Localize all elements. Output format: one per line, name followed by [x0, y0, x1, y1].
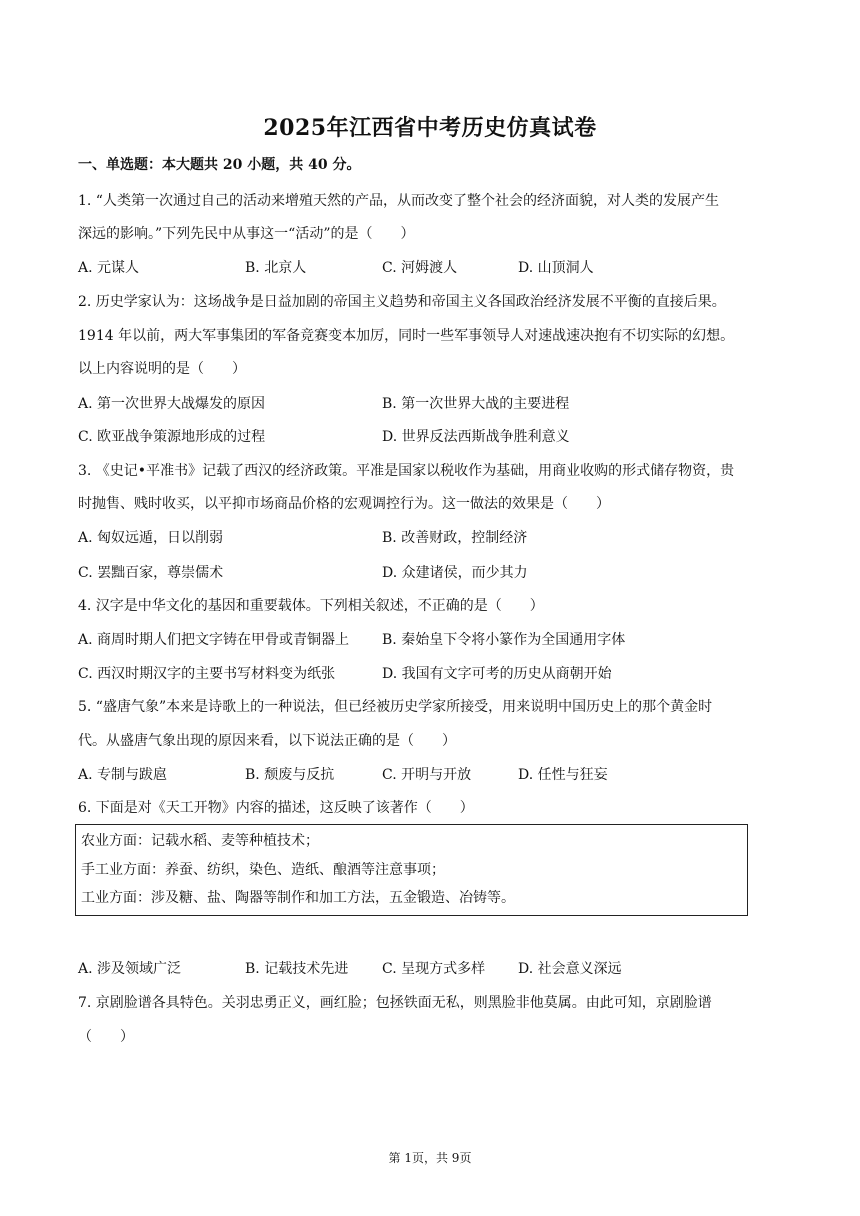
question-7-line-2: （ ）	[78, 1029, 134, 1045]
question-1-option-c: C. 河姆渡人	[382, 260, 458, 276]
material-line-agriculture: 农业方面：记载水稻、麦等种植技术；	[81, 833, 319, 849]
question-5-option-b: B. 颓废与反抗	[245, 767, 335, 783]
question-6-option-b: B. 记载技术先进	[245, 961, 349, 977]
page-title: 2025年江西省中考历史仿真试卷	[263, 115, 597, 141]
question-4-option-a: A. 商周时期人们把文字铸在甲骨或青铜器上	[78, 632, 350, 648]
question-1-line-2: 深远的影响。”下列先民中从事这一“活动”的是（ ）	[78, 226, 415, 242]
question-1-option-a: A. 元谋人	[78, 260, 140, 276]
question-2-option-b: B. 第一次世界大战的主要进程	[382, 396, 570, 412]
question-2-option-a: A. 第一次世界大战爆发的原因	[78, 396, 266, 412]
question-5-option-c: C. 开明与开放	[382, 767, 472, 783]
question-6-line-1: 6. 下面是对《天工开物》内容的描述，这反映了该著作（ ）	[78, 800, 474, 816]
question-2-option-d: D. 世界反法西斯战争胜利意义	[382, 429, 570, 445]
material-line-industry: 工业方面：涉及糖、盐、陶器等制作和加工方法，五金锻造、冶铸等。	[81, 890, 515, 906]
question-4-line-1: 4. 汉字是中华文化的基因和重要载体。下列相关叙述，不正确的是（ ）	[78, 598, 544, 614]
question-3-option-a: A. 匈奴远遁，日以削弱	[78, 530, 224, 546]
question-3-option-c: C. 罢黜百家，尊崇儒术	[78, 565, 224, 581]
question-1-option-d: D. 山顶洞人	[518, 260, 594, 276]
question-4-option-d: D. 我国有文字可考的历史从商朝开始	[382, 666, 612, 682]
question-6-option-d: D. 社会意义深远	[518, 961, 622, 977]
question-3-option-b: B. 改善财政，控制经济	[382, 530, 528, 546]
question-5-line-1: 5. “盛唐气象”本来是诗歌上的一种说法，但已经被历史学家所接受，用来说明中国历史上的那个黄金时	[78, 699, 713, 715]
question-4-option-b: B. 秦始皇下令将小篆作为全国通用字体	[382, 632, 626, 648]
question-3-line-1: 3. 《史记•平准书》记载了西汉的经济政策。平准是国家以税收作为基础，用商业收购的形式储存物资，贵	[78, 463, 735, 479]
question-6-material-box	[75, 824, 748, 916]
question-4-option-c: C. 西汉时期汉字的主要书写材料变为纸张	[78, 666, 336, 682]
question-1-line-1: 1. “人类第一次通过自己的活动来增殖天然的产品，从而改变了整个社会的经济面貌，对人类的发展产生	[78, 193, 719, 209]
question-2-line-2: 1914 年以前，两大军事集团的军备竞赛变本加厉，同时一些军事领导人对速战速决抱有不切实际的幻想。	[78, 328, 735, 344]
question-7-line-1: 7. 京剧脸谱各具特色。关羽忠勇正义，画红脸；包拯铁面无私，则黑脸非他莫属。由此可知，京剧脸谱	[78, 995, 712, 1011]
section-heading: 一、单选题：本大题共 20 小题，共 40 分。	[78, 157, 361, 173]
question-2-line-1: 2. 历史学家认为：这场战争是日益加剧的帝国主义趋势和帝国主义各国政治经济发展不平衡的直接后果。	[78, 294, 726, 310]
question-5-line-2: 代。从盛唐气象出现的原因来看，以下说法正确的是（ ）	[78, 733, 456, 749]
question-6-option-a: A. 涉及领域广泛	[78, 961, 182, 977]
material-line-handicraft: 手工业方面：养蚕、纺织，染色、造纸、酿酒等注意事项；	[81, 862, 445, 878]
question-5-option-a: A. 专制与跋扈	[78, 767, 168, 783]
question-3-line-2: 时抛售、贱时收买，以平抑市场商品价格的宏观调控行为。这一做法的效果是（ ）	[78, 496, 610, 512]
page-footer: 第 1页，共 9页	[388, 1151, 472, 1165]
question-6-option-c: C. 呈现方式多样	[382, 961, 486, 977]
question-1-option-b: B. 北京人	[245, 260, 307, 276]
question-2-line-3: 以上内容说明的是（ ）	[78, 361, 246, 377]
question-2-option-c: C. 欧亚战争策源地形成的过程	[78, 429, 266, 445]
question-5-option-d: D. 任性与狂妄	[518, 767, 608, 783]
question-3-option-d: D. 众建诸侯，而少其力	[382, 565, 528, 581]
